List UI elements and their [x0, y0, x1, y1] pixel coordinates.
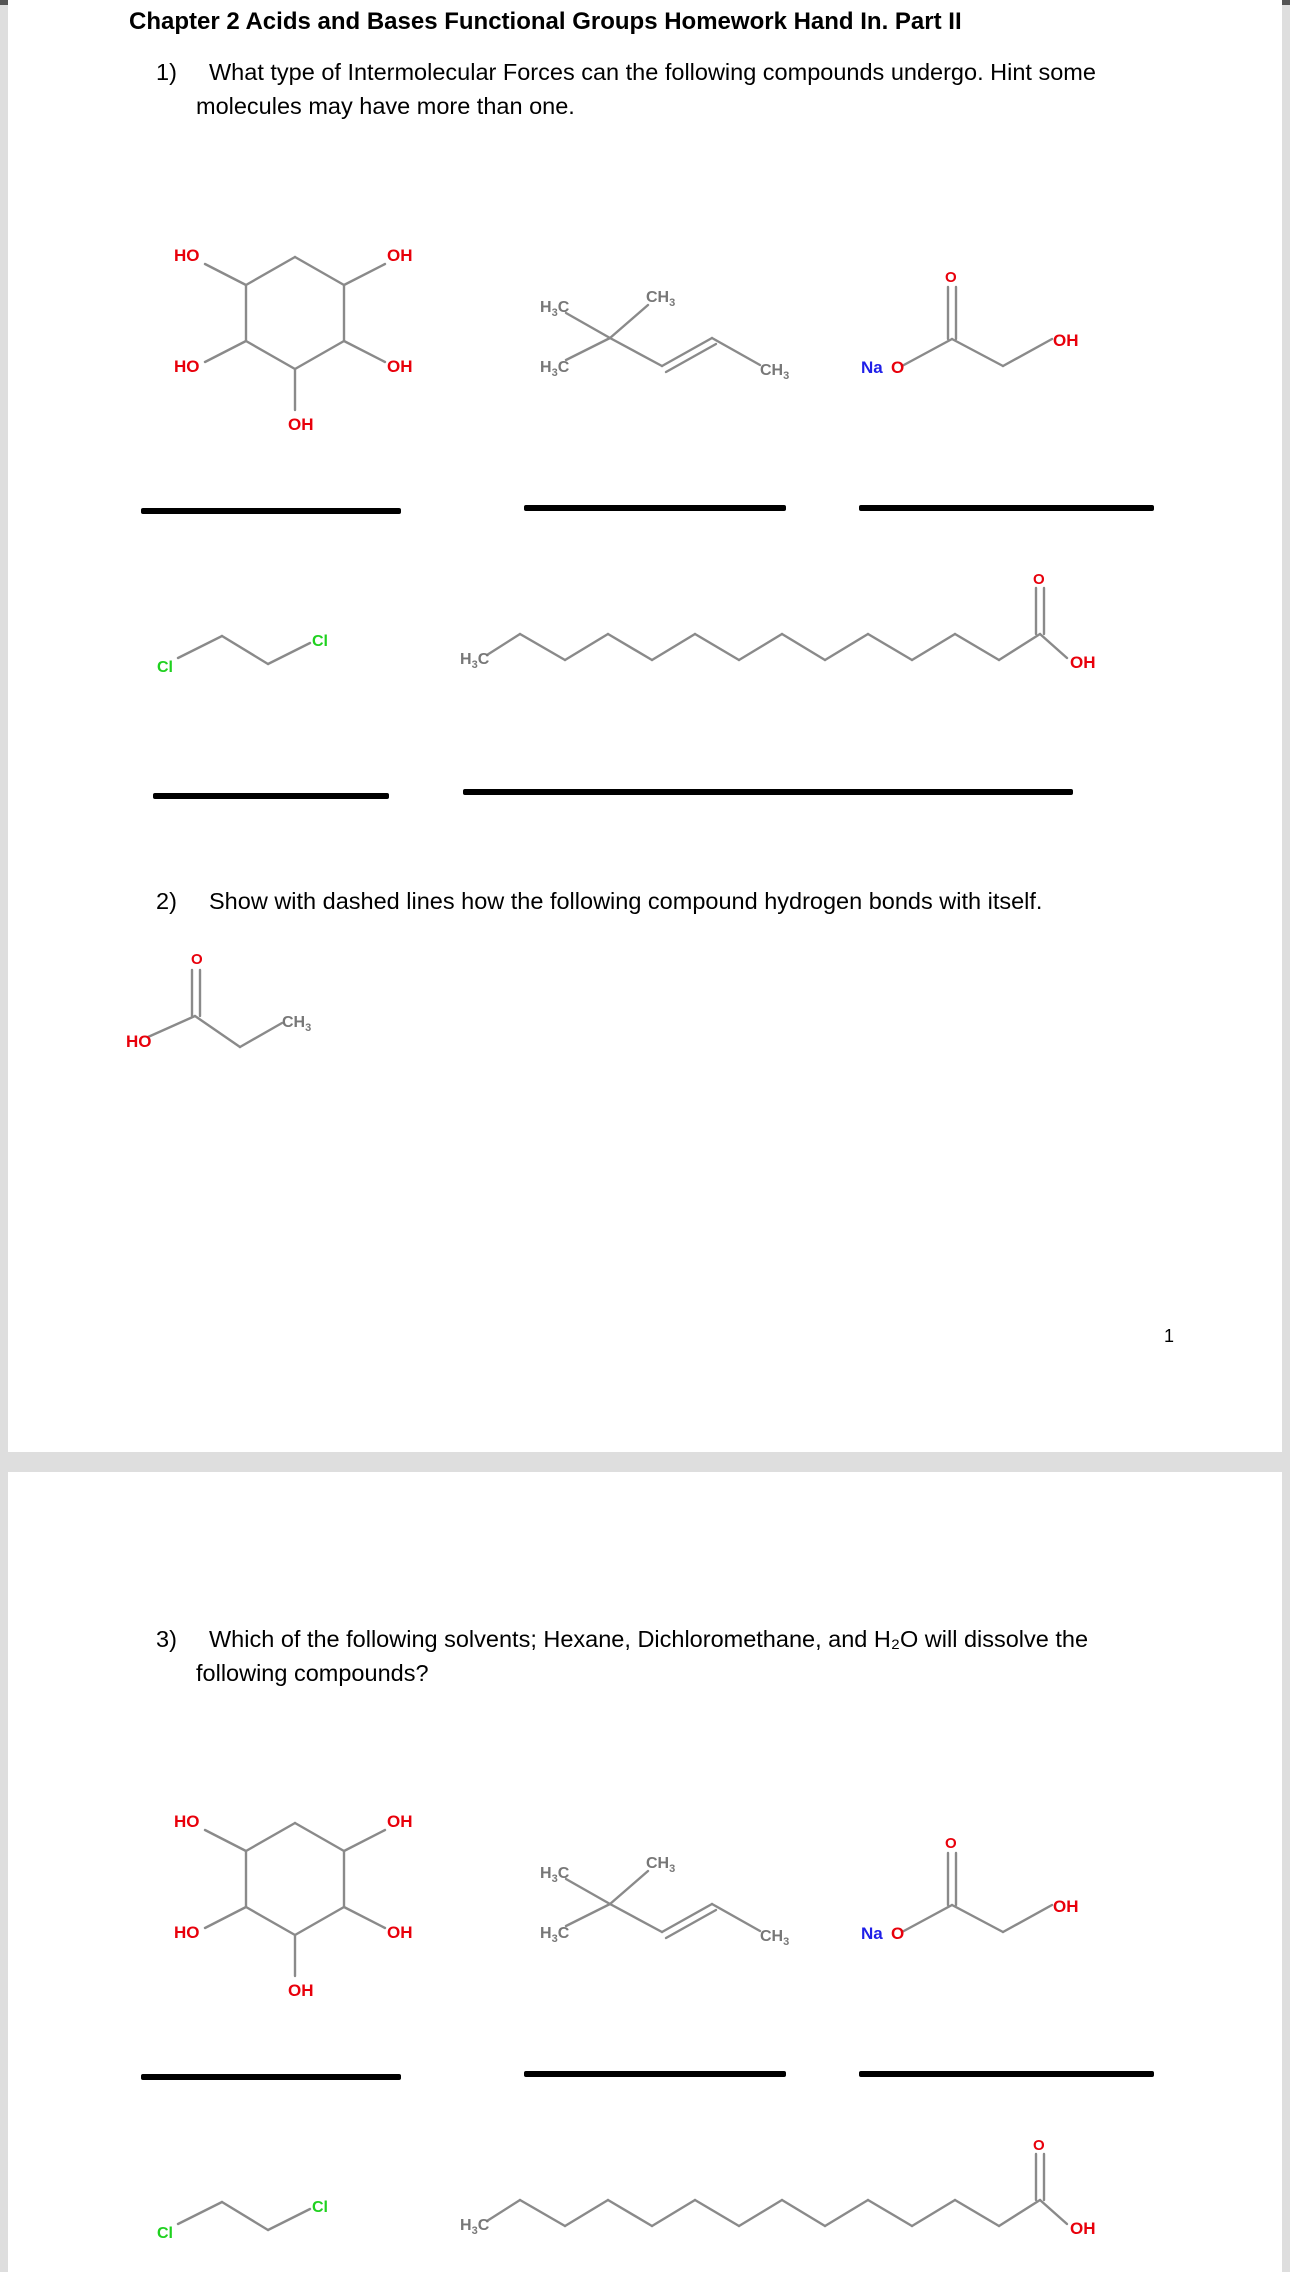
molecule-fatty-acid-1 — [460, 571, 1096, 672]
bond — [222, 2202, 268, 2230]
methyl-label: $H_3C$ — [540, 1865, 570, 1885]
bond — [246, 1907, 295, 1935]
q3-text-line2: following compounds? — [196, 1660, 429, 1686]
bond — [344, 1830, 385, 1851]
bond — [1003, 1905, 1052, 1932]
chlorine-label: Cl — [312, 2199, 328, 2216]
methyl-label: $CH_3$ — [282, 1014, 312, 1034]
bond — [246, 341, 295, 369]
bond — [205, 341, 246, 362]
bond — [999, 634, 1040, 660]
bond — [712, 1904, 760, 1931]
bond — [662, 338, 712, 366]
bond — [566, 1879, 610, 1904]
bond — [662, 1904, 712, 1932]
bond — [695, 2200, 739, 2226]
q1-text-line2: molecules may have more than one. — [196, 93, 575, 119]
bond — [955, 634, 999, 660]
bond — [825, 2200, 868, 2226]
bond — [782, 2200, 825, 2226]
oxygen-label: O — [891, 1924, 905, 1943]
oxygen-label: O — [1033, 2137, 1045, 2154]
hydroxyl-label: OH — [1053, 331, 1079, 350]
bond — [695, 634, 739, 660]
methyl-label: $H_3C$ — [460, 651, 490, 671]
bond — [195, 1016, 240, 1047]
methyl-label: $H_3C$ — [540, 1925, 570, 1945]
molecule-alkene-1 — [540, 289, 789, 382]
bond — [295, 1907, 344, 1935]
bond — [520, 634, 565, 660]
bond — [566, 338, 610, 360]
bond — [952, 339, 1003, 366]
bond — [712, 338, 760, 365]
bond — [240, 1023, 282, 1047]
chlorine-label: Cl — [157, 659, 173, 676]
bond — [246, 257, 295, 285]
bond — [912, 2200, 955, 2226]
bond — [610, 1904, 662, 1932]
bond — [566, 1904, 610, 1926]
bond — [868, 634, 912, 660]
bond — [344, 341, 385, 362]
hydroxyl-label: OH — [387, 1812, 413, 1831]
methyl-label: $H_3C$ — [460, 2217, 490, 2237]
molecule-cyclohexanetetrol-2 — [174, 1812, 413, 2000]
molecule-alkene-2 — [540, 1855, 789, 1948]
q1-text-line1: What type of Intermolecular Forces can the following compounds undergo. Hint some — [209, 59, 1096, 85]
q2-text: Show with dashed lines how the following compound hydrogen bonds with itself. — [209, 888, 1043, 914]
bond — [205, 264, 246, 285]
hydroxyl-label: OH — [288, 1981, 314, 2000]
bond — [608, 634, 652, 660]
methyl-label: $CH_3$ — [646, 1855, 676, 1875]
bond — [739, 634, 782, 660]
bond — [295, 1823, 344, 1851]
hydroxyl-label: OH — [387, 246, 413, 265]
oxygen-label: O — [191, 951, 203, 968]
bond — [952, 1905, 1003, 1932]
hydroxyl-label: HO — [126, 1032, 152, 1051]
bond — [902, 339, 952, 366]
bond — [739, 2200, 782, 2226]
bond — [610, 305, 648, 338]
hydroxyl-label: OH — [288, 415, 314, 434]
bond — [222, 636, 268, 664]
sodium-label: Na — [861, 1924, 883, 1943]
hydroxyl-label: HO — [174, 1923, 200, 1942]
bond — [566, 313, 610, 338]
bond — [666, 344, 716, 372]
molecule-dichloroethane-1 — [157, 633, 328, 676]
hydroxyl-label: OH — [387, 1923, 413, 1942]
bond — [652, 634, 695, 660]
hydroxyl-label: HO — [174, 357, 200, 376]
bond — [610, 1871, 648, 1904]
bond — [205, 1907, 246, 1928]
molecule-sodium-2 — [861, 1835, 1079, 1943]
hydroxyl-label: OH — [1070, 2219, 1096, 2238]
bond — [178, 2202, 222, 2224]
bond — [487, 634, 520, 655]
hydroxyl-label: OH — [1053, 1897, 1079, 1916]
molecule-dichloroethane-2 — [157, 2199, 328, 2242]
oxygen-label: O — [945, 1835, 957, 1852]
bond — [487, 2200, 520, 2221]
bond — [520, 2200, 565, 2226]
methyl-label: $CH_3$ — [760, 1928, 790, 1948]
bond — [912, 634, 955, 660]
methyl-label: $CH_3$ — [760, 362, 790, 382]
bond — [825, 634, 868, 660]
sodium-label: Na — [861, 358, 883, 377]
bond — [666, 1910, 716, 1938]
hydroxyl-label: HO — [174, 1812, 200, 1831]
q2-number: 2) — [156, 888, 177, 914]
bond — [344, 264, 385, 285]
chlorine-label: Cl — [157, 2225, 173, 2242]
q3-number: 3) — [156, 1626, 177, 1652]
molecule-fatty-acid-2 — [460, 2137, 1096, 2238]
page-number: 1 — [1164, 1326, 1175, 1346]
bond — [246, 1823, 295, 1851]
bond — [608, 2200, 652, 2226]
bond — [148, 1016, 195, 1037]
bond — [1003, 339, 1052, 366]
methyl-label: $CH_3$ — [646, 289, 676, 309]
bond — [295, 341, 344, 369]
bond — [902, 1905, 952, 1932]
bond — [344, 1907, 385, 1928]
page-title: Chapter 2 Acids and Bases Functional Groups Homework Hand In. Part II — [129, 8, 962, 35]
bond — [205, 1830, 246, 1851]
bond — [295, 257, 344, 285]
bond — [1040, 634, 1067, 658]
chlorine-label: Cl — [312, 633, 328, 650]
methyl-label: $H_3C$ — [540, 299, 570, 319]
molecule-sodium-1 — [861, 269, 1079, 377]
bond — [178, 636, 222, 658]
hydroxyl-label: HO — [174, 246, 200, 265]
bond — [610, 338, 662, 366]
oxygen-label: O — [891, 358, 905, 377]
bond — [652, 2200, 695, 2226]
bond — [955, 2200, 999, 2226]
molecule-propanoic-acid — [126, 951, 311, 1051]
bond — [999, 2200, 1040, 2226]
bond — [565, 2200, 608, 2226]
q1-number: 1) — [156, 59, 177, 85]
molecule-cyclohexanetetrol-1 — [174, 246, 413, 434]
bond — [565, 634, 608, 660]
methyl-label: $H_3C$ — [540, 359, 570, 379]
bond — [782, 634, 825, 660]
hydroxyl-label: OH — [387, 357, 413, 376]
bond — [868, 2200, 912, 2226]
bond — [268, 643, 310, 664]
bond — [268, 2209, 310, 2230]
bond — [1040, 2200, 1067, 2224]
oxygen-label: O — [945, 269, 957, 286]
hydroxyl-label: OH — [1070, 653, 1096, 672]
oxygen-label: O — [1033, 571, 1045, 588]
q3-text-line1: Which of the following solvents; Hexane, Dichloromethane, and H₂O will dissolve the — [209, 1626, 1089, 1652]
